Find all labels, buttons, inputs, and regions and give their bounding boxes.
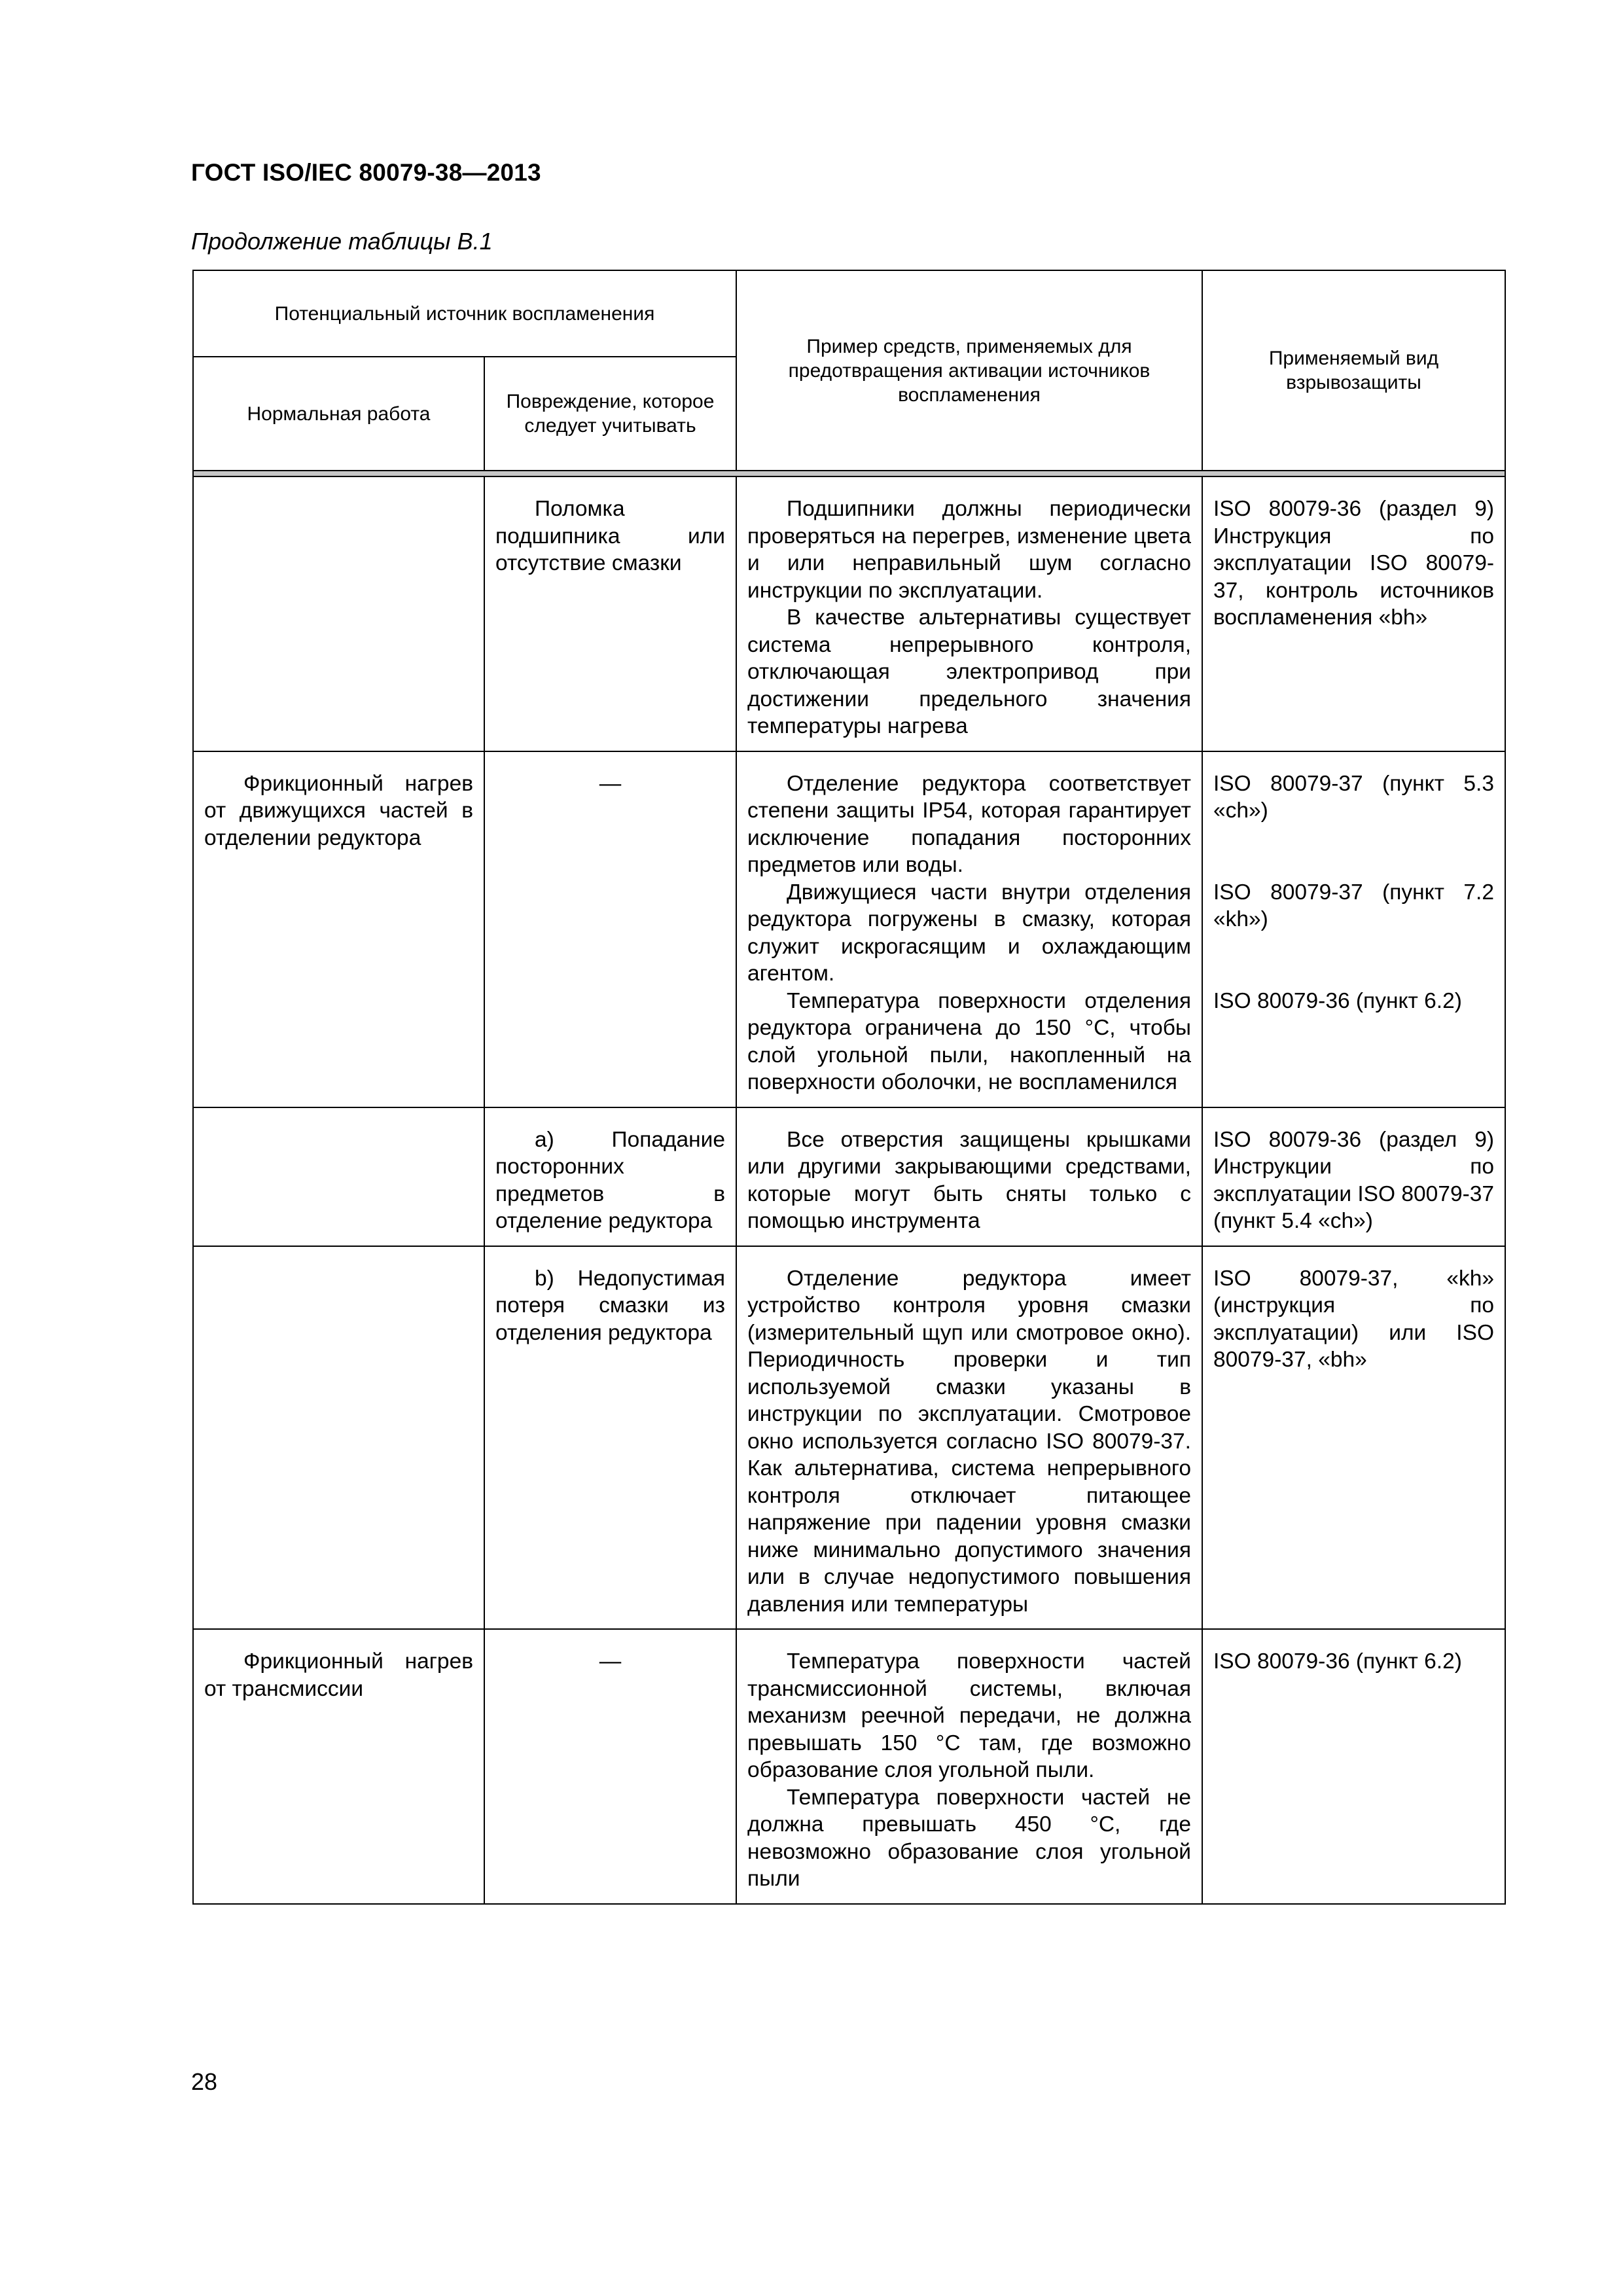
protection-reference: ISO 80079-37 (пункт 7.2 «kh») — [1213, 880, 1494, 931]
cell-damage: Поломка подшипника или отсутствие смазки — [484, 476, 736, 751]
protection-reference: ISO 80079-36 (раздел 9) Инструкции по эксплуатации ISO 80079-37 (пункт 5.4 «ch») — [1213, 1127, 1494, 1233]
cell-protection — [1202, 1629, 1505, 1904]
measure-paragraph: Все отверстия защищены крышками или другими закрывающими средствами, которые могут быть сняты только с помощью инструмента — [747, 1127, 1191, 1233]
cell-damage: — — [484, 1629, 736, 1904]
header-measures: Пример средств, применяемых для предотвращения активации источников воспламенения — [736, 270, 1202, 471]
measure-paragraph: Отделение редуктора имеет устройство контроля уровня смазки (измерительный щуп или смотровое окно). Периодичность проверки и тип используемой смазки указаны в инструкции по эксплуатации. Смотровое окно используется согласно ISO 80079-37. Как альтернатива, система непрерывного контроля отключает питающее напряжение при падении уровня смазки ниже минимально допустимого значения или в случае недопустимого повышения давления или температуры — [747, 1266, 1191, 1617]
cell-protection — [1202, 1107, 1505, 1246]
cell-normal: Фрикционный нагрев от движущихся частей в отделении редуктора — [193, 751, 484, 1107]
protection-reference: ISO 80079-36 (пункт 6.2) — [1213, 988, 1462, 1013]
table-row — [193, 1629, 1505, 1904]
header-damage: Повреждение, которое следует учитывать — [484, 357, 736, 471]
table-row — [193, 1246, 1505, 1630]
cell-normal: Фрикционный нагрев от трансмиссии — [193, 1629, 484, 1904]
document-header: ГОСТ ISO/IEC 80079-38—2013 — [191, 159, 541, 186]
cell-measures — [736, 1107, 1202, 1246]
cell-damage: a) Попадание посторонних предметов в отделение редуктора — [484, 1107, 736, 1246]
page-number: 28 — [191, 2068, 218, 2095]
ignition-sources-table — [192, 270, 1506, 1905]
header-protection: Применяемый вид взрывозащиты — [1202, 270, 1505, 471]
cell-normal — [193, 476, 484, 751]
measure-paragraph: Температура поверхности частей трансмиссионной системы, включая механизм реечной передачи, не должна превышать 150 °C там, где возможно образование слоя угольной пыли. — [747, 1649, 1191, 1782]
cell-damage: — — [484, 751, 736, 1107]
header-separator — [193, 471, 1505, 476]
measure-paragraph: Температура поверхности отделения редуктора ограничена до 150 °C, чтобы слой угольной пыли, накопленный на поверхности оболочки, не воспламенился — [747, 988, 1191, 1094]
protection-reference: ISO 80079-36 (пункт 6.2) — [1213, 1649, 1462, 1674]
measure-paragraph: Подшипники должны периодически проверяться на перегрев, изменение цвета и или неправильный шум согласно инструкции по эксплуатации. — [747, 497, 1191, 603]
protection-reference: ISO 80079-37 (пункт 5.3 «ch») — [1213, 771, 1494, 823]
cell-protection — [1202, 751, 1505, 1107]
header-ignition-source: Потенциальный источник воспламенения — [193, 270, 736, 357]
protection-reference: ISO 80079-37, «kh» (инструкция по эксплуатации) или ISO 80079-37, «bh» — [1213, 1266, 1494, 1372]
table-row — [193, 1107, 1505, 1246]
header-normal-operation: Нормальная работа — [193, 357, 484, 471]
measure-paragraph: Движущиеся части внутри отделения редуктора погружены в смазку, которая служит искрогасящим и охлаждающим агентом. — [747, 880, 1191, 986]
cell-measures — [736, 1246, 1202, 1630]
cell-protection — [1202, 1246, 1505, 1630]
cell-measures — [736, 476, 1202, 751]
cell-protection — [1202, 476, 1505, 751]
measure-paragraph: Отделение редуктора соответствует степени защиты IP54, которая гарантирует исключение попадания посторонних предметов или воды. — [747, 771, 1191, 877]
table-row — [193, 476, 1505, 751]
cell-measures — [736, 751, 1202, 1107]
table-row — [193, 751, 1505, 1107]
cell-measures — [736, 1629, 1202, 1904]
cell-normal — [193, 1107, 484, 1246]
protection-reference: ISO 80079-36 (раздел 9) Инструкция по эксплуатации ISO 80079-37, контроль источников воспламенения «bh» — [1213, 497, 1494, 630]
table-caption: Продолжение таблицы B.1 — [191, 228, 493, 255]
cell-normal — [193, 1246, 484, 1630]
measure-paragraph: В качестве альтернативы существует система непрерывного контроля, отключающая электропривод при достижении предельного значения температуры нагрева — [747, 605, 1191, 738]
cell-damage: b) Недопустимая потеря смазки из отделения редуктора — [484, 1246, 736, 1630]
measure-paragraph: Температура поверхности частей не должна превышать 450 °C, где невозможно образование слоя угольной пыли — [747, 1785, 1191, 1891]
